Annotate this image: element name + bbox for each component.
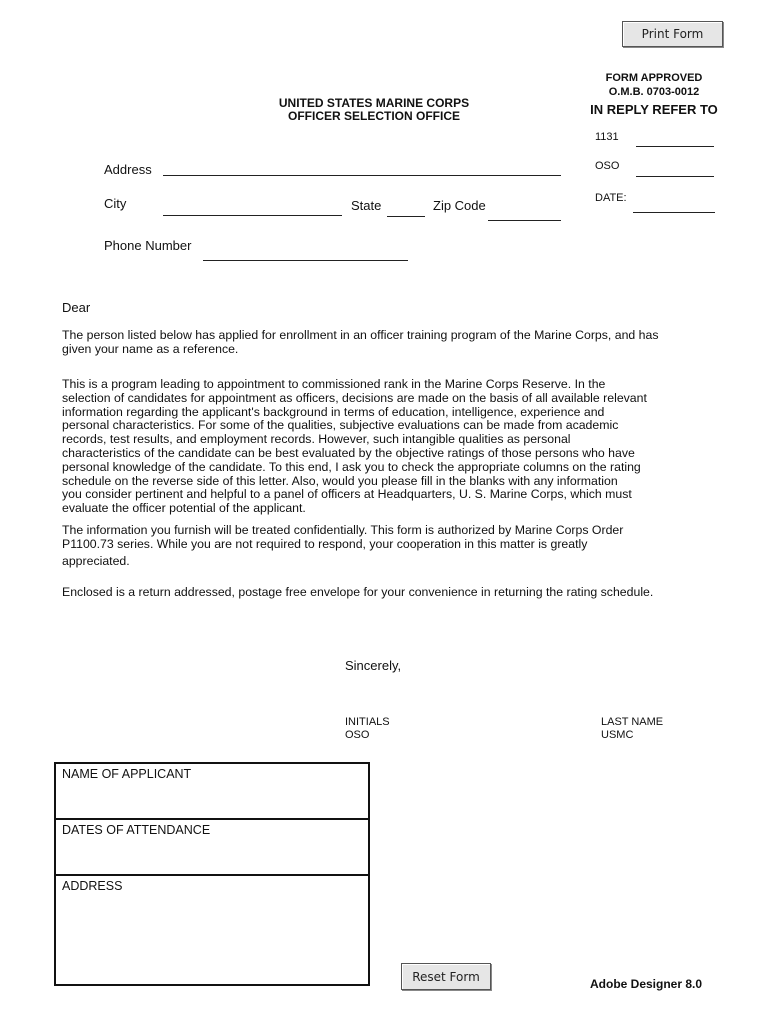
date-field[interactable] [633,212,715,213]
paragraph-2-line: personal characteristics. For some of the qualities, subjective evaluations can be made from academic [62,418,619,433]
address-field[interactable] [163,175,561,176]
city-field[interactable] [163,215,342,216]
paragraph-2-line: selection of candidates for appointment as officers, decisions are made on the basis of all available relevant [62,390,647,405]
phone-number-field[interactable] [203,260,408,261]
paragraph-3-line: appreciated. [62,553,130,568]
initials-oso-label: OSO [345,729,370,741]
applicant-address-field[interactable] [54,874,370,986]
usmc-label: USMC [601,729,634,741]
state-field[interactable] [387,216,425,217]
paragraph-2-line: schedule on the reverse side of this letter. Also, would you please fill in the blanks with any information [62,473,618,488]
phone-number-label: Phone Number [104,238,192,253]
paragraph-2-line: This is a program leading to appointment to commissioned rank in the Marine Corps Reserve. In the [62,377,606,391]
paragraph-3-line: The information you furnish will be treated confidentially. This form is authorized by Marine Corps Order [62,523,624,537]
date-label: DATE: [595,192,627,204]
dates-of-attendance-label: DATES OF ATTENDANCE [62,823,211,837]
applicant-address-label: ADDRESS [62,879,123,893]
oso-label: OSO [595,160,620,172]
paragraph-2-line: information regarding the applicant's background in terms of education, intelligence, experience and [62,404,605,419]
oso-field[interactable] [636,176,714,177]
last-name-label: LAST NAME [601,716,664,728]
address-label: Address [104,162,152,177]
salutation: Dear [62,300,91,315]
dates-of-attendance-field[interactable] [54,818,370,876]
org-title-line2: OFFICER SELECTION OFFICE [287,109,460,123]
paragraph-2-line: you consider pertinent and helpful to a panel of officers at Headquarters, U. S. Marine Corps, which must [62,487,632,502]
paragraph-2-line: personal knowledge of the candidate. To this end, I ask you to check the appropriate columns on the rating [62,459,641,474]
paragraph-2-line: characteristics of the candidate can be best evaluated by the objective ratings of those persons who have [62,445,635,460]
initials-label: INITIALS [345,716,390,728]
in-reply-refer-label: IN REPLY REFER TO [590,102,718,117]
paragraph-1: The person listed below has applied for enrollment in an officer training program of the Marine Corps, and has given your name as a reference. [62,328,659,356]
reset-form-button[interactable]: Reset Form [401,963,491,990]
reference-code: 1131 [595,131,619,143]
print-form-button[interactable]: Print Form [622,21,723,47]
city-label: City [104,196,127,211]
reference-code-field[interactable] [636,146,714,147]
omb-number: O.M.B. 0703-0012 [608,86,700,98]
form-approved-label: FORM APPROVED [605,72,703,84]
paragraph-3 [62,524,672,568]
paragraph-2 [62,378,672,516]
paragraph-2-line: evaluate the officer potential of the applicant. [62,501,306,516]
paragraph-4: Enclosed is a return addressed, postage free envelope for your convenience in returning the rating schedule. [62,585,654,599]
name-of-applicant-field[interactable] [54,762,370,820]
zip-code-field[interactable] [488,220,561,221]
zip-code-label: Zip Code [433,198,486,213]
paragraph-3-line: P1100.73 series. While you are not required to respond, your cooperation in this matter is greatly [62,536,588,551]
paragraph-2-line: records, test results, and employment records. However, such intangible qualities as personal [62,432,571,447]
state-label: State [351,198,382,213]
org-title-line1: UNITED STATES MARINE CORPS [278,96,470,110]
closing: Sincerely, [345,658,402,673]
software-credit: Adobe Designer 8.0 [590,977,703,991]
name-of-applicant-label: NAME OF APPLICANT [62,767,192,781]
